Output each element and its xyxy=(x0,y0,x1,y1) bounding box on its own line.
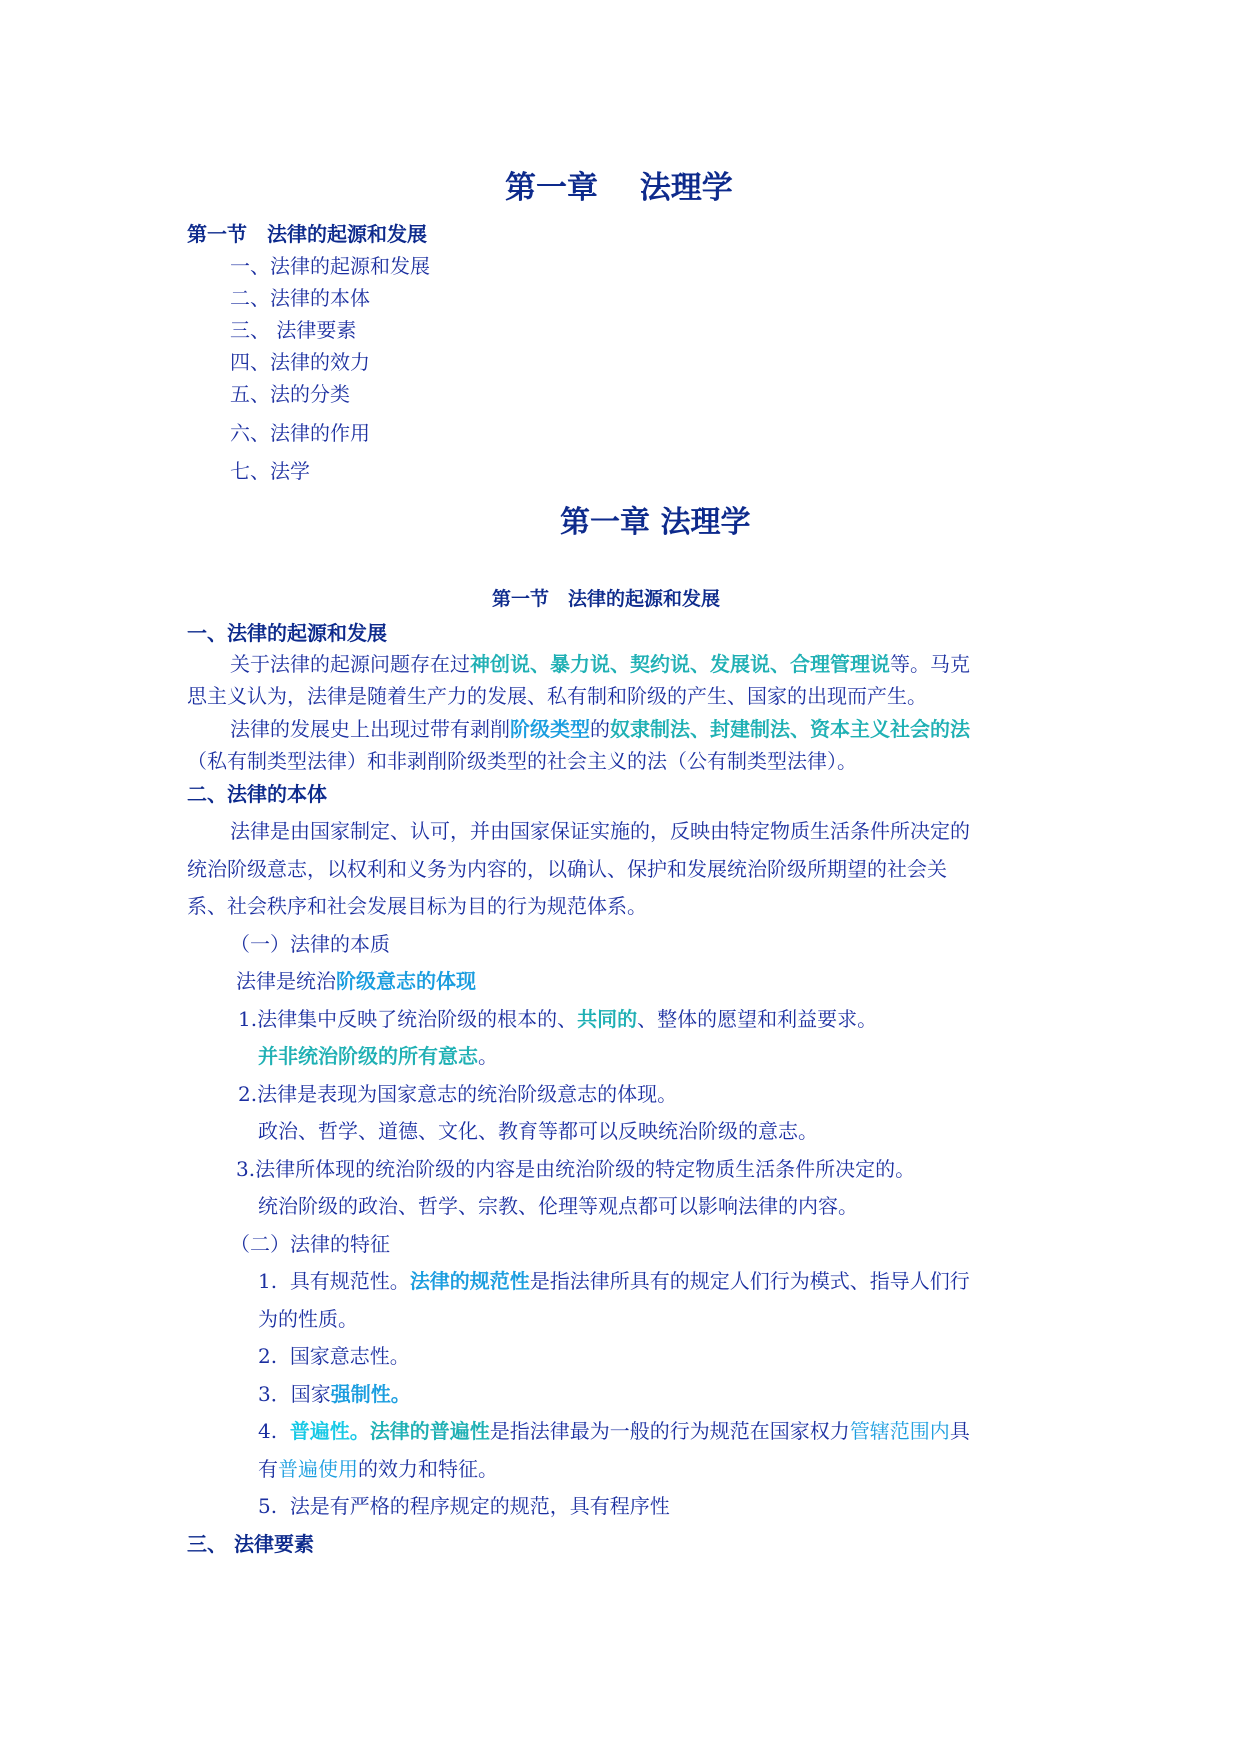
paragraph: 关于法律的起源问题存在过神创说、暴力说、契约说、发展说、合理管理说等。马克 xyxy=(230,652,970,676)
list-note: 政治、哲学、道德、文化、教育等都可以反映统治阶级的意志。 xyxy=(258,1119,818,1143)
subsection-heading: （一）法律的本质 xyxy=(230,932,390,956)
chapter-title: 第一章 法理学 xyxy=(560,505,751,540)
feature-item-line: 为的性质。 xyxy=(258,1307,358,1331)
list-note: 统治阶级的政治、哲学、宗教、伦理等观点都可以影响法律的内容。 xyxy=(258,1194,858,1218)
feature-item: 4. 普遍性。法律的普遍性是指法律最为一般的行为规范在国家权力管辖范围内具 xyxy=(258,1419,970,1443)
feature-item: 2. 国家意志性。 xyxy=(258,1344,410,1368)
toc-item: 一、法律的起源和发展 xyxy=(230,254,430,278)
feature-item: 1. 具有规范性。法律的规范性是指法律所具有的规定人们行为模式、指导人们行 xyxy=(258,1269,970,1293)
feature-item: 3．国家强制性。 xyxy=(258,1382,411,1406)
list-item: 1.法律集中反映了统治阶级的根本的、共同的、整体的愿望和利益要求。 xyxy=(238,1007,878,1031)
highlight-text: 并非统治阶级的所有意志 xyxy=(258,1044,478,1068)
toc-item: 七、法学 xyxy=(230,459,310,483)
paragraph-line: 思主义认为，法律是随着生产力的发展、私有制和阶级的产生、国家的出现而产生。 xyxy=(187,684,927,708)
list-item: 3.法律所体现的统治阶级的内容是由统治阶级的特定物质生活条件所决定的。 xyxy=(236,1157,916,1181)
definition-line: 统治阶级意志，以权利和义务为内容的，以确认、保护和发展统治阶级所期望的社会关 xyxy=(187,857,947,881)
toc-item: 四、法律的效力 xyxy=(230,350,370,374)
highlight-text: 神创说、暴力说、契约说、发展说、合理管理说 xyxy=(470,652,890,676)
highlight-text: 奴隶制法、封建制法、资本主义社会的法 xyxy=(610,717,970,741)
highlight-text: 阶级意志的体现 xyxy=(336,969,476,993)
definition-line: 系、社会秩序和社会发展目标为目的行为规范体系。 xyxy=(187,894,647,918)
toc-item: 五、法的分类 xyxy=(230,382,350,406)
highlight-text: 强制性。 xyxy=(330,1382,411,1406)
subsection-heading: （二）法律的特征 xyxy=(230,1232,390,1256)
toc-item: 三、 法律要素 xyxy=(230,318,357,342)
definition-line: 法律是由国家制定、认可，并由国家保证实施的，反映由特定物质生活条件所决定的 xyxy=(230,819,970,843)
highlight-text: 法律的普遍性 xyxy=(369,1419,490,1443)
part3-heading: 三、 法律要素 xyxy=(187,1532,314,1556)
highlight-text: 法律的规范性 xyxy=(409,1269,530,1293)
feature-item: 5. 法是有严格的程序规定的规范，具有程序性 xyxy=(258,1494,670,1518)
toc-section-title: 第一节 法律的起源和发展 xyxy=(187,222,427,246)
feature-item-line: 有普遍使用的效力和特征。 xyxy=(258,1457,498,1481)
highlight-text: 普遍性。 xyxy=(289,1419,370,1443)
paragraph: 法律的发展史上出现过带有剥削阶级类型的奴隶制法、封建制法、资本主义社会的法 xyxy=(230,717,970,741)
part1-heading: 一、法律的起源和发展 xyxy=(187,621,387,645)
toc-item: 二、法律的本体 xyxy=(230,286,370,310)
highlight-text: 管辖范围内 xyxy=(849,1419,950,1443)
highlight-text: 普遍使用 xyxy=(278,1457,358,1481)
toc-item: 六、法律的作用 xyxy=(230,421,370,445)
list-item: 2.法律是表现为国家意志的统治阶级意志的体现。 xyxy=(238,1082,678,1106)
part2-heading: 二、法律的本体 xyxy=(187,782,327,806)
essence-line: 法律是统治阶级意志的体现 xyxy=(236,969,476,993)
toc-chapter-title: 第一章 法理学 xyxy=(505,170,733,206)
list-note: 并非统治阶级的所有意志。 xyxy=(258,1044,498,1068)
highlight-text: 共同的 xyxy=(577,1007,638,1031)
highlight-text: 阶级类型 xyxy=(510,717,590,741)
paragraph-line: （私有制类型法律）和非剥削阶级类型的社会主义的法（公有制类型法律）。 xyxy=(187,749,857,773)
section-title: 第一节 法律的起源和发展 xyxy=(492,588,721,610)
